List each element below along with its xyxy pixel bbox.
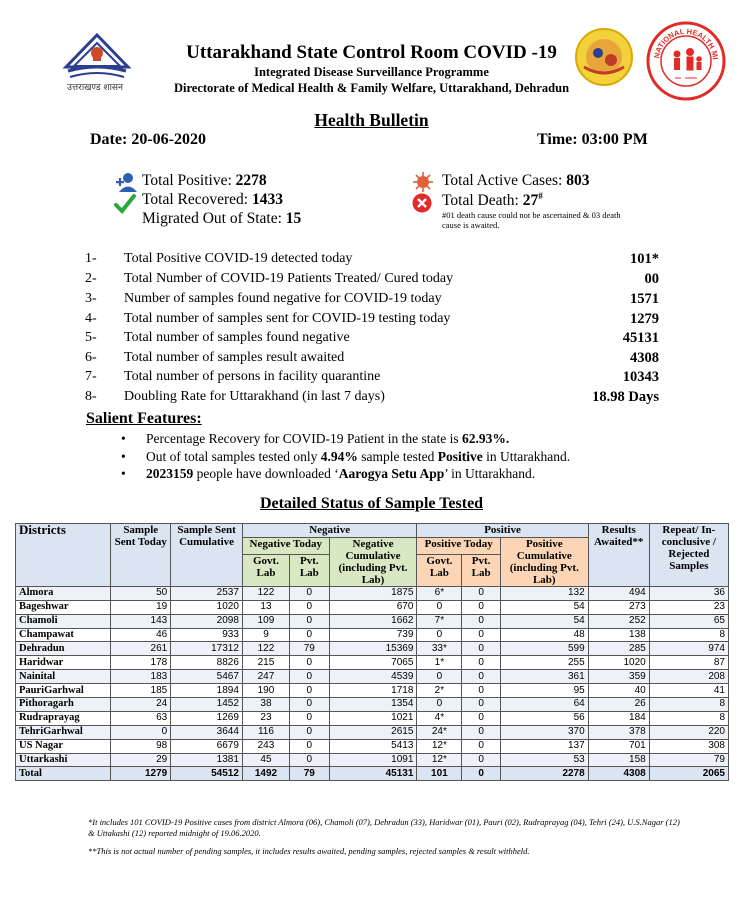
table-cell: 7065 [329,656,417,670]
item-label: Total number of samples result awaited [124,350,345,365]
table-cell: 9 [242,628,289,642]
table-cell: 12* [417,753,462,767]
table-cell: 87 [649,656,728,670]
table-cell: 29 [111,753,171,767]
table-cell: 40 [588,684,649,698]
table-cell: 1875 [329,586,417,600]
district-name: Rudraprayag [16,711,111,725]
table-cell: 0 [462,670,501,684]
total-cell: 45131 [329,767,417,781]
table-cell: 247 [242,670,289,684]
total-cell: 101 [417,767,462,781]
table-cell: 1452 [171,698,243,712]
total-label: Total [16,767,111,781]
item-number: 2- [85,271,97,286]
item-value: 45131 [622,330,659,346]
table-cell: 23 [649,600,728,614]
table-cell: 4539 [329,670,417,684]
table-cell: 185 [111,684,171,698]
table-cell: 7* [417,614,462,628]
table-cell: 0 [462,656,501,670]
total-cell: 1492 [242,767,289,781]
salient-bullet-3: • 2023159 people have downloaded ‘Aarogya Setu App’ in Uttarakhand. [121,466,535,482]
col-sent-today: Sample Sent Today [111,524,171,587]
total-cell: 1279 [111,767,171,781]
salient-title: Salient Features: [86,410,202,427]
table-cell: 0 [462,600,501,614]
table-cell: 933 [171,628,243,642]
table-cell: 0 [462,614,501,628]
table-cell: 6679 [171,739,243,753]
table-cell: 15369 [329,642,417,656]
district-name: Haridwar [16,656,111,670]
table-cell: 8 [649,628,728,642]
total-cell: 79 [290,767,330,781]
item-number: 1- [85,251,97,266]
col-pos-govt-lab: Govt. Lab [417,555,462,587]
item-value: 00 [644,271,659,287]
table-cell: 252 [588,614,649,628]
table-cell: 0 [462,739,501,753]
table-cell: 2615 [329,725,417,739]
table-cell: 1269 [171,711,243,725]
table-cell: 45 [242,753,289,767]
migrated-out: Migrated Out of State: 15 [142,210,302,227]
table-cell: 24* [417,725,462,739]
table-cell: 24 [111,698,171,712]
table-cell: 46 [111,628,171,642]
district-name: Almora [16,586,111,600]
table-cell: 243 [242,739,289,753]
item-number: 7- [85,369,97,384]
idsp-logo [574,27,634,87]
footnote-1: *It includes 101 COVID-19 Positive cases from district Almora (06), Chamoli (07), Dehradun (33), Haridwar (01), Pauri (02), Rudraprayag (04), Tehri (24), U.S.Nagar (12) & Uttakashi (12) reported midnight of 19.06.2020. [88,817,680,838]
logo-left-caption: उत्तराखण्ड शासन [66,83,123,93]
col-negative-today: Negative Today [242,537,329,555]
table-row [16,684,729,698]
table-cell: 2* [417,684,462,698]
table-cell: 0 [462,586,501,600]
item-label: Total Number of COVID-19 Patients Treated/ Cured today [124,271,454,286]
table-cell: 122 [242,642,289,656]
death-x-icon [412,193,432,218]
bulletin-time: Time: 03:00 PM [537,131,648,148]
table-cell: 670 [329,600,417,614]
item-label: Total Positive COVID-19 detected today [124,251,353,266]
table-cell: 0 [417,670,462,684]
total-cell: 54512 [171,767,243,781]
item-value: 18.98 Days [592,389,659,405]
table-cell: 494 [588,586,649,600]
table-cell: 64 [500,698,588,712]
bulletin-title: Health Bulletin [314,110,429,130]
table-cell: 0 [290,656,330,670]
table-cell: 4* [417,711,462,725]
item-number: 4- [85,311,97,326]
item-number: 5- [85,330,97,345]
table-cell: 2098 [171,614,243,628]
table-cell: 54 [500,600,588,614]
table-cell: 1* [417,656,462,670]
table-cell: 208 [649,670,728,684]
table-cell: 0 [417,600,462,614]
table-cell: 0 [462,642,501,656]
check-icon [114,193,136,220]
table-cell: 0 [290,600,330,614]
item-number: 3- [85,291,97,306]
item-value: 10343 [622,369,659,385]
table-cell: 8 [649,711,728,725]
table-row [16,656,729,670]
header-subtitle-1: Integrated Disease Surveillance Programme [254,65,489,79]
total-cell: 4308 [588,767,649,781]
table-cell: 109 [242,614,289,628]
table-cell: 0 [462,711,501,725]
table-cell: 12* [417,739,462,753]
col-positive: Positive [417,524,588,538]
item-label: Number of samples found negative for COVID-19 today [124,291,442,306]
table-cell: 79 [290,642,330,656]
table-cell: 50 [111,586,171,600]
table-cell: 974 [649,642,728,656]
table-cell: 26 [588,698,649,712]
item-value: 1279 [630,311,659,327]
table-cell: 178 [111,656,171,670]
table-cell: 1091 [329,753,417,767]
table-cell: 5413 [329,739,417,753]
table-cell: 1021 [329,711,417,725]
table-row [16,711,729,725]
district-name: TehriGarhwal [16,725,111,739]
item-label: Total number of samples sent for COVID-19 testing today [124,311,451,326]
total-cell: 2278 [500,767,588,781]
table-cell: 261 [111,642,171,656]
table-cell: 137 [500,739,588,753]
table-cell: 1020 [588,656,649,670]
table-cell: 0 [111,725,171,739]
total-recovered: Total Recovered: 1433 [142,191,283,208]
table-row [16,614,729,628]
district-name: Bageshwar [16,600,111,614]
table-cell: 1020 [171,600,243,614]
table-cell: 0 [462,628,501,642]
col-negative: Negative [242,524,416,538]
table-cell: 23 [242,711,289,725]
table-cell: 95 [500,684,588,698]
table-cell: 1354 [329,698,417,712]
death-note: #01 death cause could not be ascertained & 03 death cause is awaited. [442,210,621,230]
table-cell: 273 [588,600,649,614]
total-positive: Total Positive: 2278 [142,172,267,189]
footnote-2: **This is not actual number of pending samples, it includes results awaited, pending samples, rejected samples & result withheld. [88,846,530,856]
header-title: Uttarakhand State Control Room COVID -19 [186,42,557,63]
table-cell: 0 [290,725,330,739]
col-neg-pvt-lab: Pvt. Lab [290,555,330,587]
district-name: Champawat [16,628,111,642]
district-name: Nainital [16,670,111,684]
item-value: 4308 [630,350,659,366]
table-row [16,698,729,712]
table-title: Detailed Status of Sample Tested [259,495,484,512]
table-cell: 2537 [171,586,243,600]
table-cell: 65 [649,614,728,628]
table-cell: 8 [649,698,728,712]
salient-bullet-2: • Out of total samples tested only 4.94% sample tested Positive in Uttarakhand. [121,449,570,465]
table-cell: 361 [500,670,588,684]
national-health-mission-logo [645,20,727,102]
col-positive-cumulative: Positive Cumulative (including Pvt. Lab) [500,537,588,586]
table-row [16,670,729,684]
table-cell: 38 [242,698,289,712]
table-cell: 255 [500,656,588,670]
item-value: 1571 [630,291,659,307]
table-cell: 1718 [329,684,417,698]
col-negative-cumulative: Negative Cumulative (including Pvt. Lab) [329,537,417,586]
col-districts: Districts [16,524,111,587]
table-cell: 122 [242,586,289,600]
col-repeat-rejected: Repeat/ In-conclusive / Rejected Samples [649,524,728,587]
table-cell: 79 [649,753,728,767]
table-cell: 5467 [171,670,243,684]
table-cell: 0 [290,684,330,698]
item-label: Doubling Rate for Uttarakhand (in last 7 days) [124,389,385,404]
item-number: 8- [85,389,97,404]
table-cell: 0 [462,698,501,712]
table-cell: 98 [111,739,171,753]
table-cell: 0 [290,698,330,712]
total-death: Total Death: 27# [442,191,543,210]
table-cell: 0 [290,739,330,753]
district-name: Dehradun [16,642,111,656]
table-cell: 1381 [171,753,243,767]
total-active-cases: Total Active Cases: 803 [442,172,590,189]
table-cell: 36 [649,586,728,600]
table-cell: 56 [500,711,588,725]
item-label: Total number of persons in facility quarantine [124,369,381,384]
table-cell: 0 [417,698,462,712]
table-cell: 0 [462,725,501,739]
col-neg-govt-lab: Govt. Lab [242,555,289,587]
table-row [16,628,729,642]
district-name: Uttarkashi [16,753,111,767]
table-cell: 17312 [171,642,243,656]
table-cell: 63 [111,711,171,725]
table-cell: 158 [588,753,649,767]
table-row [16,600,729,614]
table-cell: 701 [588,739,649,753]
salient-bullet-1: • Percentage Recovery for COVID-19 Patient in the state is 62.93%. [121,431,509,447]
table-cell: 132 [500,586,588,600]
bulletin-date: Date: 20-06-2020 [90,131,206,148]
table-cell: 0 [290,753,330,767]
table-cell: 53 [500,753,588,767]
table-cell: 143 [111,614,171,628]
table-cell: 8826 [171,656,243,670]
table-cell: 3644 [171,725,243,739]
table-row [16,642,729,656]
table-row [16,753,729,767]
table-total-row [16,767,729,781]
table-cell: 33* [417,642,462,656]
col-pos-pvt-lab: Pvt. Lab [462,555,501,587]
header-subtitle-2: Directorate of Medical Health & Family Welfare, Uttarakhand, Dehradun [173,81,570,95]
total-cell: 0 [462,767,501,781]
district-name: Pithoragarh [16,698,111,712]
table-cell: 183 [111,670,171,684]
table-cell: 190 [242,684,289,698]
table-cell: 378 [588,725,649,739]
table-cell: 370 [500,725,588,739]
item-label: Total number of samples found negative [124,330,350,345]
district-name: PauriGarhwal [16,684,111,698]
table-cell: 0 [462,684,501,698]
table-cell: 116 [242,725,289,739]
table-cell: 13 [242,600,289,614]
table-cell: 54 [500,614,588,628]
sample-status-table [15,523,729,781]
table-cell: 19 [111,600,171,614]
table-cell: 1662 [329,614,417,628]
table-cell: 359 [588,670,649,684]
table-cell: 599 [500,642,588,656]
district-name: US Nagar [16,739,111,753]
table-cell: 0 [290,670,330,684]
col-sent-cumulative: Sample Sent Cumulative [171,524,243,587]
table-cell: 215 [242,656,289,670]
col-positive-today: Positive Today [417,537,500,555]
table-cell: 308 [649,739,728,753]
table-cell: 0 [290,614,330,628]
table-cell: 41 [649,684,728,698]
table-row [16,739,729,753]
table-cell: 0 [290,711,330,725]
table-cell: 739 [329,628,417,642]
table-cell: 0 [417,628,462,642]
table-cell: 6* [417,586,462,600]
table-cell: 0 [290,586,330,600]
table-cell: 285 [588,642,649,656]
table-row [16,586,729,600]
table-cell: 138 [588,628,649,642]
table-body [16,586,729,780]
table-cell: 0 [462,753,501,767]
table-cell: 0 [290,628,330,642]
table-cell: 184 [588,711,649,725]
item-value: 101* [630,251,659,267]
district-name: Chamoli [16,614,111,628]
total-cell: 2065 [649,767,728,781]
item-number: 6- [85,350,97,365]
svg-text:NATIONAL HEALTH MISSION: NATIONAL HEALTH MI [652,26,720,60]
table-cell: 1894 [171,684,243,698]
col-results-awaited: Results Awaited** [588,524,649,587]
table-row [16,725,729,739]
table-cell: 48 [500,628,588,642]
table-cell: 220 [649,725,728,739]
